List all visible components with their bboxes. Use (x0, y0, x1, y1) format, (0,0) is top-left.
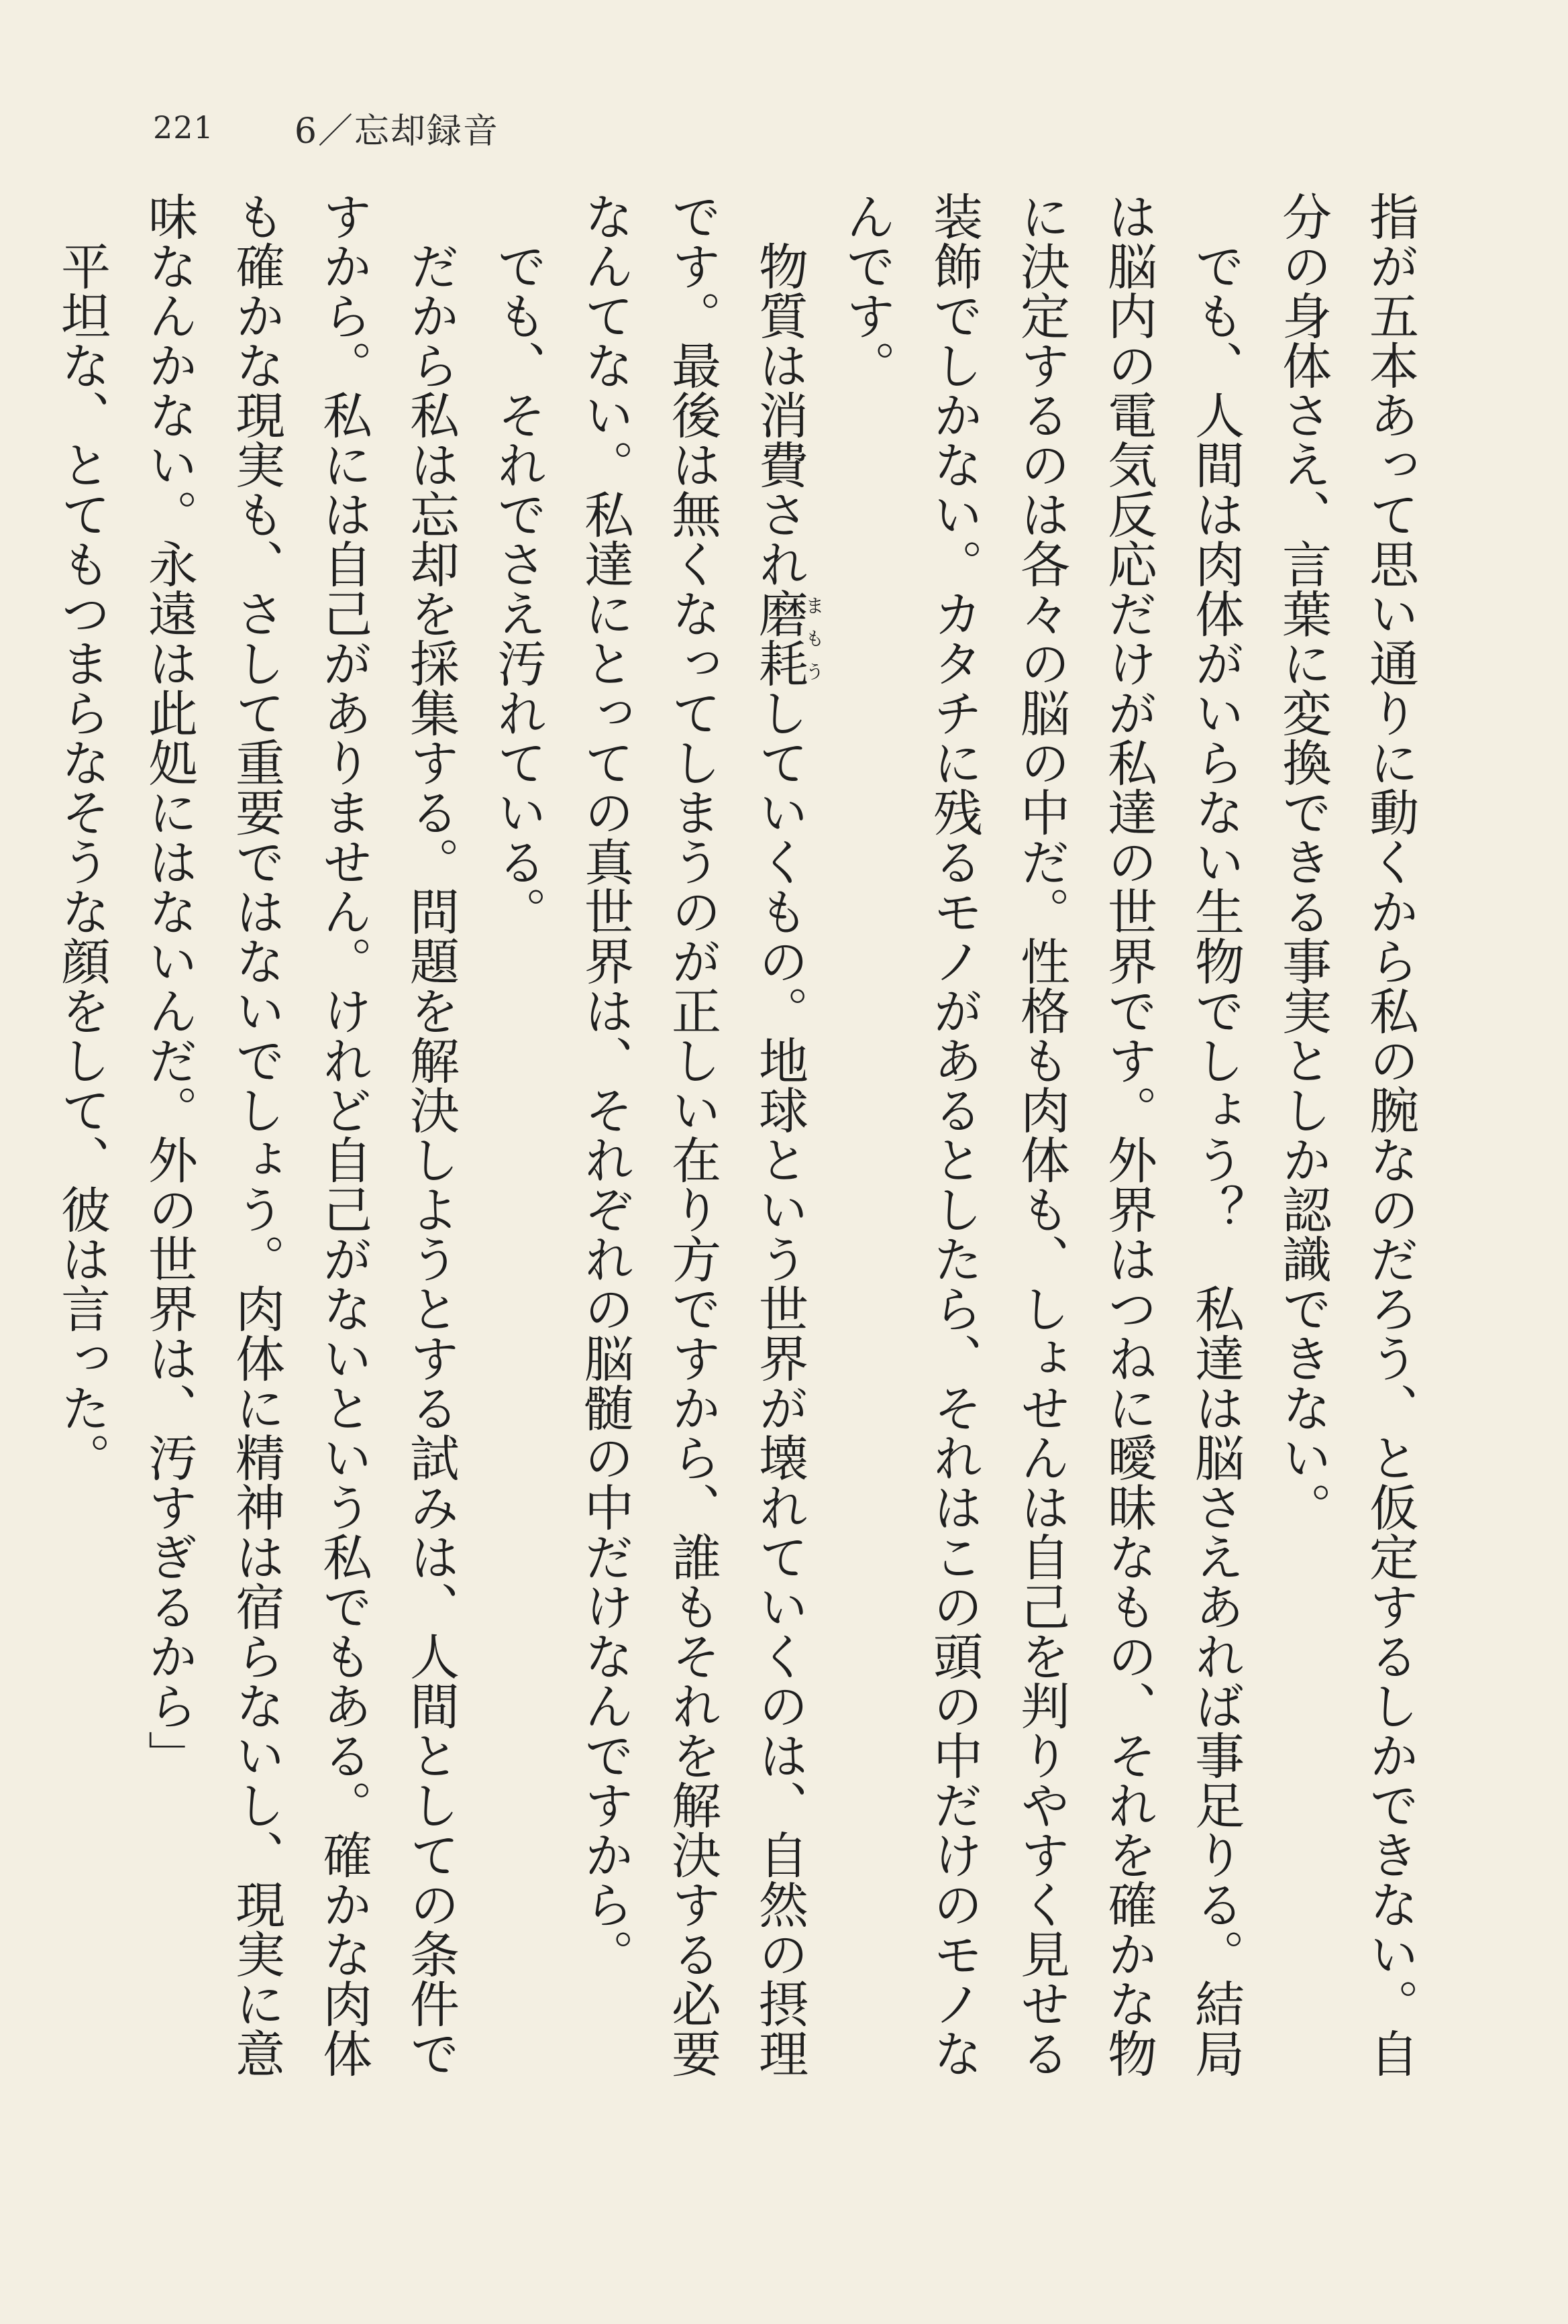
paragraph: だから私は忘却を採集する。問題を解決しようとする試みは、人間としての条件ですから。私には自己がありません。けれど自己がないという私でもある。確かな肉体も確かな現実も、さして重要ではないでしょう。肉体に精神は宿らないし、現実に意味なんかない。永遠は此処にはないんだ。外の世界は、汚すぎるから」 (140, 191, 460, 2078)
ruby-reading: まもう (802, 588, 825, 688)
page-number: 221 (153, 109, 214, 146)
body-text (38, 191, 1434, 2110)
paragraph: でも、人間は肉体がいらない生物でしょう？ 私達は脳さえあれば事足りる。結局は脳内の電気反応だけが私達の世界です。外界はつねに曖昧なもの、それを確かな物に決定するのは各々の脳の中だ。性格も肉体も、しょせんは自己を判りやすく見せる装飾でしかない。カタチに残るモノがあるとしたら、それはこの頭の中だけのモノなんです。 (838, 191, 1245, 2078)
chapter-title: 6／忘却録音 (294, 111, 499, 152)
running-header (153, 101, 499, 154)
paragraph: 物質は消費され磨耗まもうしていくもの。地球という世界が壊れていくのは、自然の摂理です。最後は無くなってしまうのが正しい在り方ですから、誰もそれを解決する必要なんてない。私達にとっての真世界は、それぞれの脳髄の中だけなんですから。 (576, 191, 825, 2078)
paragraph: 平坦な、とてもつまらなそうな顔をして、彼は言った。 (53, 241, 111, 1482)
paragraph: 指が五本あって思い通りに動くから私の腕なのだろう、と仮定するしかできない。自分の身体さえ、言葉に変換できる事実としか認識できない。 (1274, 191, 1419, 2078)
ruby-annotation: 磨耗まもう (751, 588, 825, 688)
paragraph: でも、それでさえ汚れている。 (489, 241, 547, 936)
